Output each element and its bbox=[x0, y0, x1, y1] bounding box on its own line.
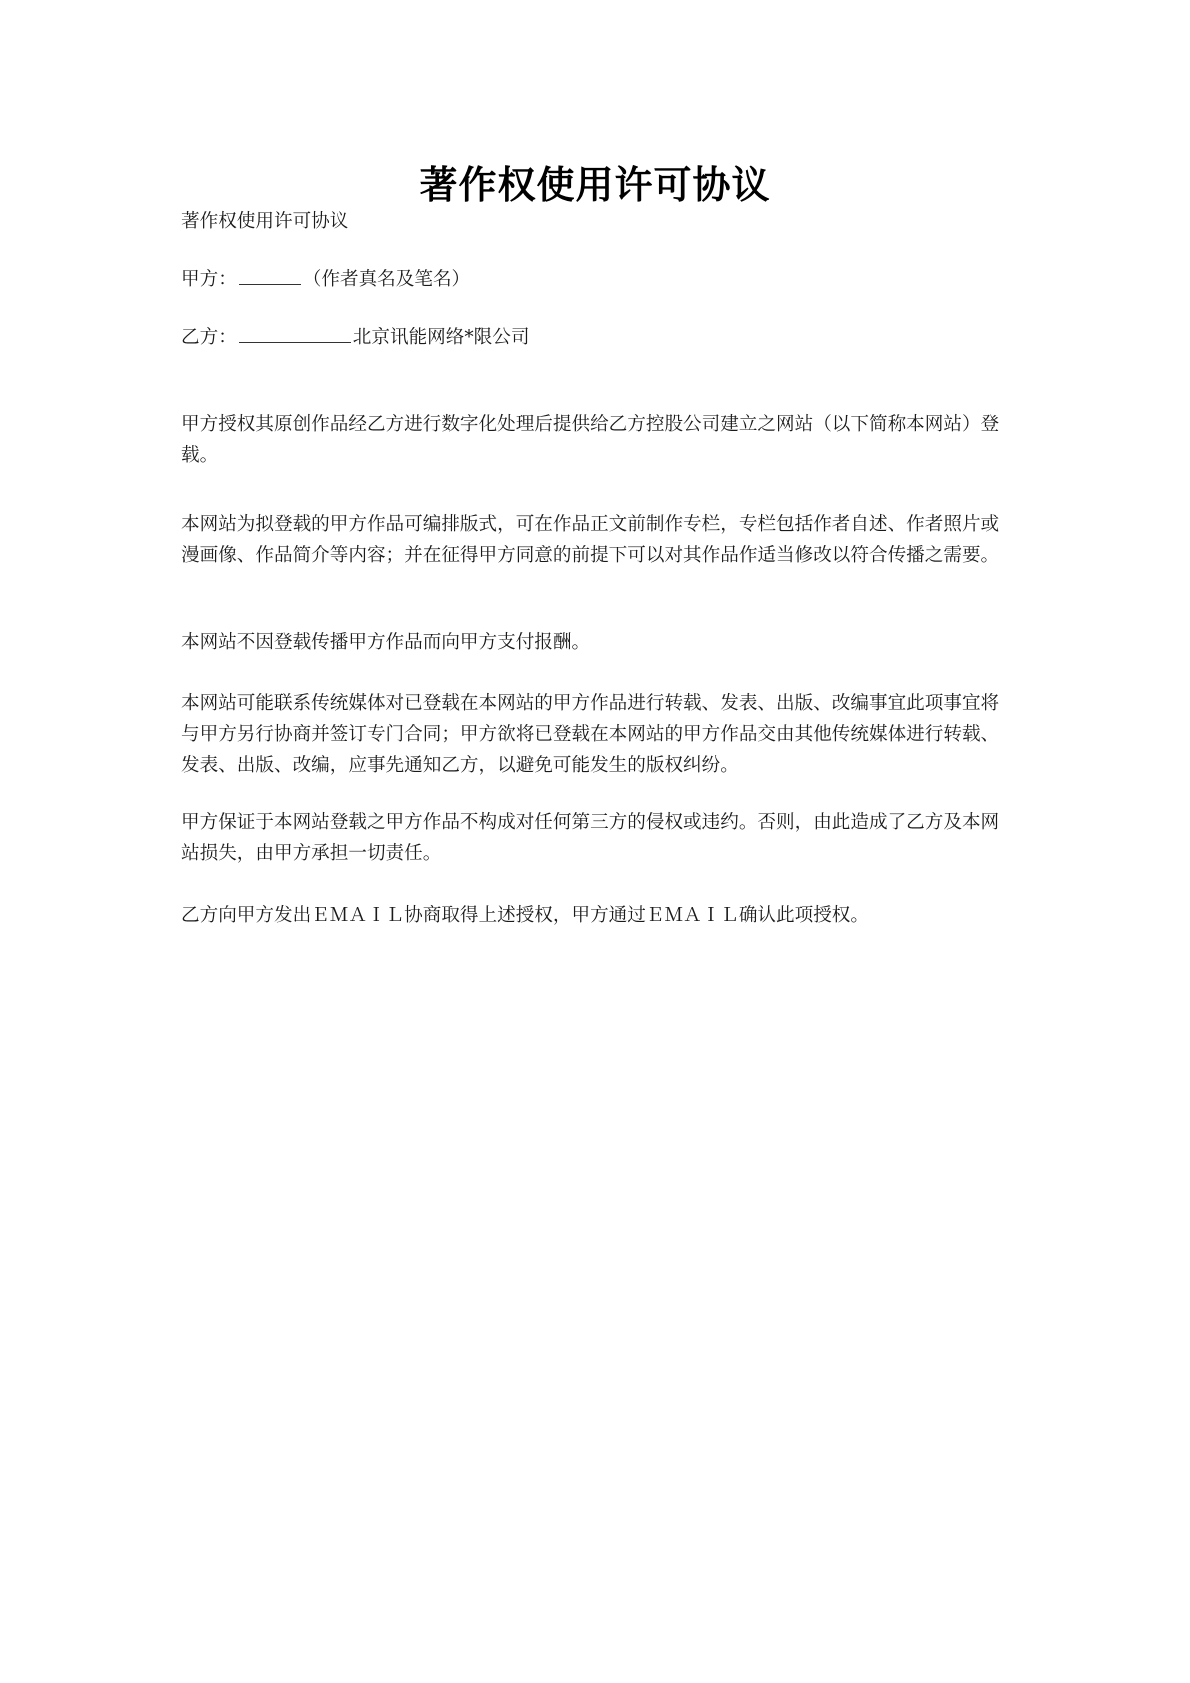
party-b-line bbox=[181, 322, 1016, 353]
document-subtitle: 著作权使用许可协议 bbox=[181, 211, 349, 232]
paragraph-traditional-media: 本网站可能联系传统媒体对已登载在本网站的甲方作品进行转载、发表、出版、改编事宜此项事宜将与甲方另行协商并签订专门合同；甲方欲将已登载在本网站的甲方作品交由其他传统媒体进行转载、发表、出版、改编，应事先通知乙方，以避免可能发生的版权纠纷。 bbox=[181, 693, 1000, 776]
party-b-blank bbox=[239, 324, 351, 343]
document-title: 著作权使用许可协议 bbox=[419, 163, 771, 207]
paragraph-no-remuneration: 本网站不因登载传播甲方作品而向甲方支付报酬。 bbox=[181, 632, 591, 653]
party-a-line bbox=[181, 264, 1016, 295]
paragraph-email-confirmation: 乙方向甲方发出ＥＭＡＩＬ协商取得上述授权，甲方通过ＥＭＡＩＬ确认此项授权。 bbox=[181, 905, 869, 926]
party-a-note: （作者真名及笔名） bbox=[302, 269, 471, 290]
party-a-label: 甲方： bbox=[181, 269, 237, 290]
party-a-blank bbox=[239, 266, 301, 285]
party-b-name: 北京讯能网络*限公司 bbox=[352, 327, 530, 348]
paragraph-layout-editing: 本网站为拟登载的甲方作品可编排版式，可在作品正文前制作专栏，专栏包括作者自述、作者照片或漫画像、作品简介等内容；并在征得甲方同意的前提下可以对其作品作适当修改以符合传播之需要。 bbox=[181, 514, 1000, 566]
party-b-label: 乙方： bbox=[181, 327, 237, 348]
paragraph-warranty: 甲方保证于本网站登载之甲方作品不构成对任何第三方的侵权或违约。否则，由此造成了乙方及本网站损失，由甲方承担一切责任。 bbox=[181, 812, 1000, 864]
paragraph-authorization: 甲方授权其原创作品经乙方进行数字化处理后提供给乙方控股公司建立之网站（以下简称本网站）登载。 bbox=[181, 414, 1000, 466]
